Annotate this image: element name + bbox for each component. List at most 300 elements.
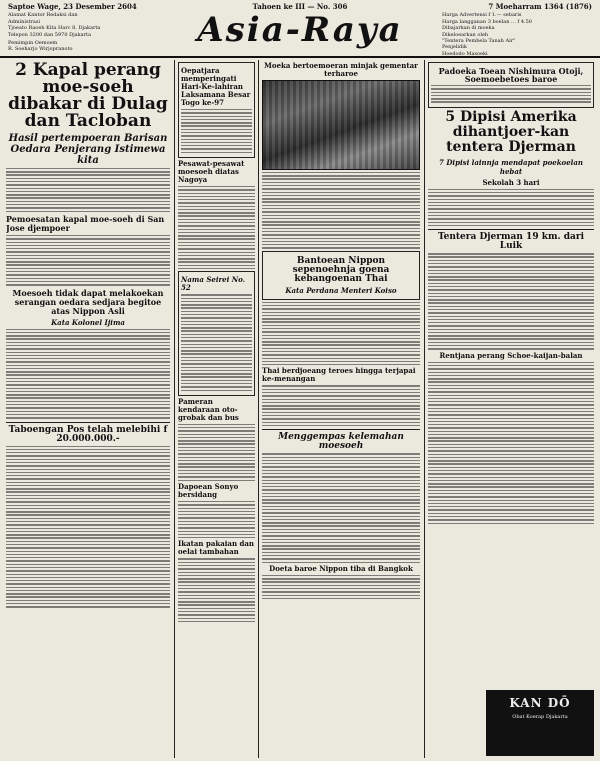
text-line <box>6 365 170 366</box>
column-2 <box>178 60 255 758</box>
headline-pakaian: Ikatan pakaian dan oelai tambahan <box>178 539 255 557</box>
text-line <box>178 521 255 522</box>
advertisement <box>486 690 594 756</box>
text-line <box>262 234 420 235</box>
text-line <box>428 338 594 339</box>
text-line <box>6 248 170 249</box>
text-line <box>6 264 170 265</box>
article-text <box>262 385 420 426</box>
text-line <box>181 129 252 130</box>
right-info-3: Dikeloearkan oleh <box>442 31 489 38</box>
text-line <box>428 202 594 203</box>
text-line <box>6 404 170 405</box>
text-line <box>262 348 420 349</box>
text-line <box>178 430 255 431</box>
article-text <box>6 446 170 608</box>
text-line <box>6 590 170 591</box>
text-line <box>428 263 594 264</box>
text-line <box>178 202 255 203</box>
text-line <box>262 185 420 186</box>
text-line <box>262 598 420 599</box>
text-line <box>181 337 252 338</box>
text-line <box>178 601 255 602</box>
text-line <box>178 578 255 579</box>
text-line <box>181 363 252 364</box>
text-line <box>181 370 252 371</box>
text-line <box>6 391 170 392</box>
text-line <box>262 335 420 336</box>
news-photo <box>262 80 420 170</box>
text-line <box>262 399 420 400</box>
text-line <box>6 449 170 450</box>
text-line <box>262 516 420 517</box>
text-line <box>428 496 594 497</box>
article-text <box>178 424 255 481</box>
text-line <box>262 542 420 543</box>
text-line <box>6 171 170 172</box>
masthead-left <box>8 4 158 53</box>
text-line <box>6 596 170 597</box>
ad-name: KAN DŌ <box>509 696 571 710</box>
text-line <box>262 552 420 553</box>
text-line <box>178 611 255 612</box>
text-line <box>428 375 594 376</box>
text-line <box>428 480 594 481</box>
text-line <box>181 145 252 146</box>
text-line <box>178 621 255 622</box>
text-line <box>431 98 591 99</box>
text-line <box>262 405 420 406</box>
text-line <box>428 388 594 389</box>
text-line <box>262 588 420 589</box>
text-line <box>428 309 594 310</box>
text-line <box>428 306 594 307</box>
text-line <box>262 321 420 322</box>
text-line <box>428 473 594 474</box>
text-line <box>6 547 170 548</box>
text-line <box>6 338 170 339</box>
text-line <box>178 460 255 461</box>
text-line <box>6 352 170 353</box>
text-line <box>262 581 420 582</box>
text-line <box>428 447 594 448</box>
text-line <box>262 312 420 313</box>
text-line <box>181 344 252 345</box>
text-line <box>6 462 170 463</box>
text-line <box>6 518 170 519</box>
text-line <box>178 457 255 458</box>
text-line <box>181 360 252 361</box>
text-line <box>6 501 170 502</box>
text-line <box>428 378 594 379</box>
text-line <box>262 238 420 239</box>
text-line <box>262 344 420 345</box>
right-info-5: Penjelidik <box>442 44 467 51</box>
text-line <box>178 504 255 505</box>
text-line <box>6 174 170 175</box>
text-line <box>428 398 594 399</box>
newspaper-title: Asia-Raya <box>197 10 403 50</box>
text-line <box>181 298 252 299</box>
headline-seirei: Nama Seirei No. 52 <box>181 275 246 293</box>
column-rule <box>424 60 425 758</box>
text-line <box>181 347 252 348</box>
text-line <box>6 268 170 269</box>
text-line <box>262 562 420 563</box>
text-line <box>6 348 170 349</box>
text-line <box>178 565 255 566</box>
text-line <box>262 305 420 306</box>
text-line <box>262 218 420 219</box>
text-line <box>178 450 255 451</box>
text-line <box>181 112 252 113</box>
headline-5-dipisi: 5 Dipisi Amerika dihantjoer-kan tentera Djerman <box>445 108 577 155</box>
text-line <box>181 294 252 295</box>
text-line <box>6 564 170 565</box>
text-line <box>178 206 255 207</box>
text-line <box>6 557 170 558</box>
text-line <box>428 332 594 333</box>
text-line <box>262 361 420 362</box>
article-text <box>262 302 420 366</box>
text-line <box>6 255 170 256</box>
text-line <box>6 606 170 607</box>
text-line <box>262 529 420 530</box>
right-info-1: Harga langganan 3 boelan ... f 4.50 <box>442 18 532 25</box>
text-line <box>262 548 420 549</box>
article-text <box>428 189 594 226</box>
box-seirei <box>178 271 255 395</box>
text-line <box>178 447 255 448</box>
text-line <box>262 418 420 419</box>
text-line <box>6 524 170 525</box>
text-line <box>428 486 594 487</box>
text-line <box>428 302 594 303</box>
text-line <box>262 341 420 342</box>
text-line <box>428 437 594 438</box>
text-line <box>262 425 420 426</box>
text-line <box>262 182 420 183</box>
headline-luik: Tentera Djerman 19 km. dari Luik <box>437 232 585 252</box>
text-line <box>6 593 170 594</box>
text-line <box>262 408 420 409</box>
right-info-4: "Tentera Pembela Tanah Air" <box>442 38 516 45</box>
text-line <box>262 470 420 471</box>
text-line <box>262 591 420 592</box>
text-line <box>178 443 255 444</box>
text-line <box>428 256 594 257</box>
text-line <box>6 551 170 552</box>
text-line <box>6 258 170 259</box>
text-line <box>6 583 170 584</box>
text-line <box>428 205 594 206</box>
headline-pameran: Pameran kendaraan oto-grobak dan bus <box>178 396 239 422</box>
text-line <box>262 415 420 416</box>
text-line <box>428 457 594 458</box>
text-line <box>428 401 594 402</box>
text-line <box>428 391 594 392</box>
text-line <box>262 509 420 510</box>
text-line <box>262 215 420 216</box>
text-line <box>178 255 255 256</box>
text-line <box>181 324 252 325</box>
text-line <box>262 192 420 193</box>
text-line <box>178 588 255 589</box>
text-line <box>181 119 252 120</box>
text-line <box>428 431 594 432</box>
text-line <box>181 367 252 368</box>
text-line <box>428 266 594 267</box>
text-line <box>6 168 170 169</box>
headline-sonyo: Dapoean Sonyo bersidang <box>178 481 239 499</box>
text-line <box>181 350 252 351</box>
left-editor-1: R. Soeharjo Wirjopranoto <box>8 46 73 53</box>
text-line <box>428 289 594 290</box>
text-line <box>6 478 170 479</box>
text-line <box>178 440 255 441</box>
text-line <box>6 491 170 492</box>
text-line <box>428 493 594 494</box>
text-line <box>178 265 255 266</box>
text-line <box>6 245 170 246</box>
text-line <box>431 92 591 93</box>
text-line <box>178 229 255 230</box>
text-line <box>428 225 594 226</box>
text-line <box>6 603 170 604</box>
article-text <box>428 253 594 350</box>
text-line <box>181 132 252 133</box>
text-line <box>428 427 594 428</box>
text-line <box>428 385 594 386</box>
text-line <box>178 575 255 576</box>
text-line <box>262 457 420 458</box>
text-line <box>428 212 594 213</box>
text-line <box>262 453 420 454</box>
text-line <box>428 192 594 193</box>
text-line <box>431 88 591 89</box>
text-line <box>428 463 594 464</box>
text-line <box>6 560 170 561</box>
text-line <box>178 572 255 573</box>
text-line <box>6 482 170 483</box>
text-line <box>262 247 420 248</box>
text-line <box>178 608 255 609</box>
text-line <box>262 519 420 520</box>
text-line <box>181 314 252 315</box>
text-line <box>178 618 255 619</box>
text-line <box>6 194 170 195</box>
text-line <box>6 570 170 571</box>
text-line <box>6 278 170 279</box>
text-line <box>262 178 420 179</box>
text-line <box>178 614 255 615</box>
text-line <box>178 511 255 512</box>
left-editor-0: Pemimpin Oemoem <box>8 40 58 47</box>
text-line <box>6 574 170 575</box>
text-line <box>178 476 255 477</box>
text-line <box>178 219 255 220</box>
headline-togo: Oepatjara memperingati Hari-Ke-lahiran Laksamana Besar Togo ke-97 <box>181 66 251 107</box>
text-line <box>262 473 420 474</box>
text-line <box>181 311 252 312</box>
text-line <box>6 485 170 486</box>
text-line <box>262 578 420 579</box>
text-line <box>428 208 594 209</box>
text-line <box>6 242 170 243</box>
text-line <box>181 330 252 331</box>
text-line <box>262 480 420 481</box>
text-line <box>6 446 170 447</box>
text-line <box>178 585 255 586</box>
text-line <box>428 434 594 435</box>
right-info-6: Hoedodo Masoeki <box>442 50 488 57</box>
text-line <box>262 325 420 326</box>
text-line <box>262 188 420 189</box>
text-line <box>428 500 594 501</box>
text-line <box>428 414 594 415</box>
text-line <box>6 397 170 398</box>
text-line <box>6 469 170 470</box>
text-line <box>262 460 420 461</box>
text-line <box>6 411 170 412</box>
text-line <box>6 554 170 555</box>
text-line <box>178 534 255 535</box>
text-line <box>181 152 252 153</box>
text-line <box>178 466 255 467</box>
text-line <box>428 342 594 343</box>
text-line <box>428 503 594 504</box>
text-line <box>262 535 420 536</box>
text-line <box>181 327 252 328</box>
text-line <box>178 199 255 200</box>
text-line <box>181 317 252 318</box>
text-line <box>262 211 420 212</box>
text-line <box>262 338 420 339</box>
article-text <box>262 453 420 563</box>
text-line <box>178 248 255 249</box>
text-line <box>262 502 420 503</box>
text-line <box>428 325 594 326</box>
text-line <box>6 528 170 529</box>
text-line <box>181 135 252 136</box>
column-rule <box>258 60 259 758</box>
masthead-right <box>442 4 592 57</box>
text-line <box>6 368 170 369</box>
text-line <box>428 270 594 271</box>
text-line <box>178 463 255 464</box>
text-line <box>431 85 591 86</box>
article-text <box>6 235 170 286</box>
text-line <box>262 522 420 523</box>
text-line <box>428 283 594 284</box>
text-line <box>262 512 420 513</box>
text-line <box>181 390 252 391</box>
text-line <box>262 224 420 225</box>
text-line <box>6 452 170 453</box>
text-line <box>181 321 252 322</box>
text-line <box>262 364 420 365</box>
text-line <box>6 207 170 208</box>
text-line <box>178 235 255 236</box>
text-line <box>181 142 252 143</box>
headline-rentjana: Rentjana perang Schoe-kaijan-balan <box>439 350 583 360</box>
text-line <box>6 284 170 285</box>
text-line <box>178 434 255 435</box>
text-line <box>6 488 170 489</box>
text-line <box>6 495 170 496</box>
left-info-0: Alamat Kantor Redaksi dan <box>8 12 78 19</box>
text-line <box>6 274 170 275</box>
text-line <box>262 351 420 352</box>
text-line <box>178 261 255 262</box>
text-line <box>6 505 170 506</box>
text-line <box>178 196 255 197</box>
text-line <box>6 201 170 202</box>
text-line <box>6 514 170 515</box>
text-line <box>178 232 255 233</box>
text-line <box>428 215 594 216</box>
text-line <box>262 493 420 494</box>
text-line <box>181 340 252 341</box>
subhead-ijima: Kata Kolonel Ijima <box>51 317 125 327</box>
text-line <box>181 122 252 123</box>
text-line <box>262 358 420 359</box>
text-line <box>181 109 252 110</box>
text-line <box>428 454 594 455</box>
headline-thai-berdjoeang: Thai berdjoeang teroes hingga terjapai ke-menangan <box>262 366 416 384</box>
text-line <box>262 244 420 245</box>
headline-nagoya: Pesawat-pesawat moesoeh diatas Nagoya <box>178 158 245 184</box>
text-line <box>262 315 420 316</box>
text-line <box>6 332 170 333</box>
photo-caption: Moeka bertoemoeran minjak gementar terharoe <box>264 61 418 78</box>
headline-kelemahan: Menggempas kelemahan moesoeh <box>278 432 404 452</box>
text-line <box>428 260 594 261</box>
text-line <box>428 296 594 297</box>
column-rule <box>174 60 175 758</box>
text-line <box>6 417 170 418</box>
text-line <box>6 384 170 385</box>
text-line <box>262 463 420 464</box>
text-line <box>262 328 420 329</box>
text-line <box>262 558 420 559</box>
text-line <box>6 342 170 343</box>
text-line <box>428 218 594 219</box>
text-line <box>6 459 170 460</box>
lead-headline: 2 Kapal perang moe-soeh dibakar di Dulag dan Tacloban <box>8 60 168 131</box>
text-line <box>262 308 420 309</box>
text-line <box>262 318 420 319</box>
text-line <box>262 221 420 222</box>
text-line <box>178 591 255 592</box>
column-1 <box>6 60 170 758</box>
text-line <box>262 585 420 586</box>
text-line <box>6 358 170 359</box>
text-line <box>428 460 594 461</box>
text-line <box>181 386 252 387</box>
text-line <box>6 472 170 473</box>
text-line <box>262 175 420 176</box>
text-line <box>6 261 170 262</box>
text-line <box>428 381 594 382</box>
text-line <box>6 235 170 236</box>
text-line <box>428 372 594 373</box>
text-line <box>428 189 594 190</box>
text-line <box>428 404 594 405</box>
text-line <box>262 389 420 390</box>
text-line <box>178 501 255 502</box>
right-info-2: Dibajarkan di moeka <box>442 25 495 32</box>
